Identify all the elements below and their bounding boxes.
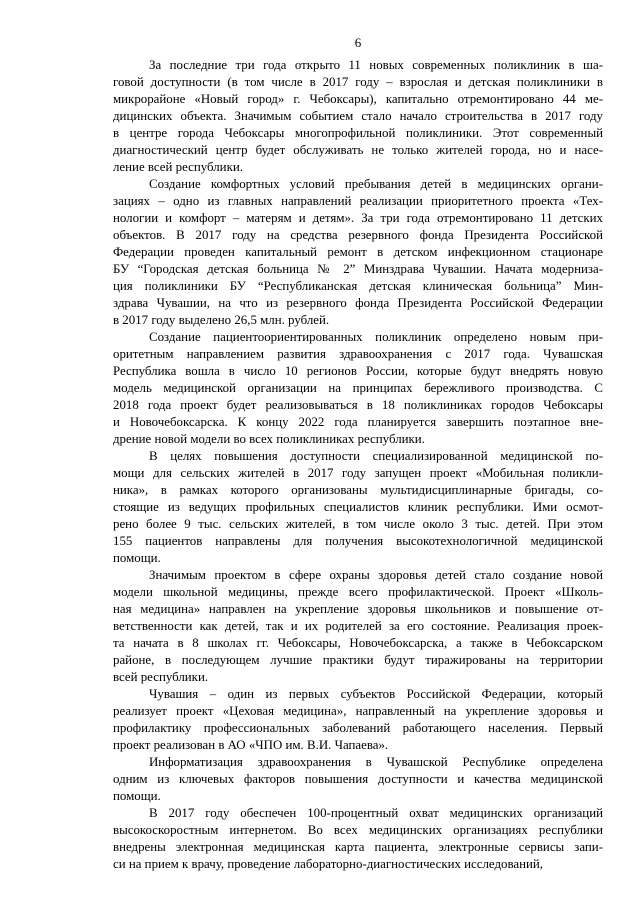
text-line: Создание пациентоориентированных поликлиник определено новым при- [149, 330, 603, 344]
document-body [113, 57, 603, 873]
text-line: зациях – одно из главных направлений реализации приоритетного проекта «Тех- [113, 194, 603, 208]
text-line: районе, в последующем лучшие практики будут тиражированы на территории [113, 653, 603, 667]
paragraph [113, 329, 603, 448]
text-line: 155 пациентов направлены для получения высокотехнологичной медицинской [113, 534, 603, 548]
text-line: модели школьной медицины, прежде всего профилактической. Проект «Школь- [113, 585, 603, 599]
text-line: проект реализован в АО «ЧПО им. В.И. Чапаева». [113, 738, 389, 752]
text-line: си на прием к врачу, проведение лабораторно-диагностических исследований, [113, 857, 544, 871]
paragraph [113, 176, 603, 329]
text-line: Значимым проектом в сфере охраны здоровья детей стало создание новой [149, 568, 603, 582]
text-line: В целях повышения доступности специализированной медицинской по- [149, 449, 603, 463]
text-line: та начата в 8 школах гг. Чебоксары, Новочебоксарска, а также в Чебоксарском [113, 636, 603, 650]
text-line: говой доступности (в том числе в 2017 году – взрослая и детская поликлиники в [113, 75, 603, 89]
text-line: В 2017 году обеспечен 100-процентный охват медицинских организаций [149, 806, 603, 820]
text-line: всей республики. [113, 670, 209, 684]
text-line: высокоскоростным интернетом. Во всех медицинских организациях республики [113, 823, 603, 837]
text-line: внедрены электронная медицинская карта пациента, электронные сервисы запи- [113, 840, 603, 854]
text-line: БУ “Городская детская больница № 2” Минздрава Чувашии. Начата модерниза- [113, 262, 603, 276]
text-line: 2018 года проект будет реализовываться в 18 поликлиниках городов Чебоксары [113, 398, 603, 412]
paragraph [113, 57, 603, 176]
text-line: здрава Чувашии, на что из резервного фонда Президента Российской Федерации [113, 296, 603, 310]
text-line: дицинских объекта. Значимым событием стало начало строительства в 2017 году [113, 109, 603, 123]
text-line: одним из ключевых факторов повышения доступности и качества медицинской [113, 772, 603, 786]
paragraph [113, 448, 603, 567]
text-line: Создание комфортных условий пребывания детей в медицинских органи- [149, 177, 603, 191]
text-line: модель медицинской организации на принципах бережливого производства. С [113, 381, 603, 395]
text-line: ная медицина» направлен на укрепление здоровья школьников и повышение от- [113, 602, 603, 616]
text-line: в 2017 году выделено 26,5 млн. рублей. [113, 313, 330, 327]
text-line: нологии и комфорт – матерям и детям». За три года отремонтировано 11 детских [113, 211, 603, 225]
text-line: За последние три года открыто 11 новых современных поликлиник в ша- [149, 58, 603, 72]
text-line: дрение новой модели во всех поликлиниках республики. [113, 432, 425, 446]
text-line: ника», в рамках которого организованы мультидисциплинарные бригады, со- [113, 483, 603, 497]
text-line: объектов. В 2017 году на средства резервного фонда Президента Российской [113, 228, 603, 242]
text-line: диагностический центр будет обслуживать не только жителей города, но и насе- [113, 143, 603, 157]
text-line: мощи для сельских жителей в 2017 году запущен проект «Мобильная поликли- [113, 466, 603, 480]
text-line: в центре города Чебоксары многопрофильной поликлиники. Этот современный [113, 126, 603, 140]
text-line: Чувашия – один из первых субъектов Российской Федерации, который [149, 687, 603, 701]
text-line: помощи. [113, 789, 161, 803]
text-line: стоящие из ведущих профильных специалистов клиник республики. Ими осмот- [113, 500, 603, 514]
text-line: Федерации проведен капитальный ремонт в детском инфекционном стационаре [113, 245, 603, 259]
text-line: микрорайоне «Новый город» г. Чебоксары), капитально отремонтировано 44 ме- [113, 92, 603, 106]
paragraph [113, 805, 603, 873]
text-line: ция поликлиники БУ “Республиканская детская клиническая больница” Мин- [113, 279, 603, 293]
paragraph [113, 754, 603, 805]
text-line: Информатизация здравоохранения в Чувашской Республике определена [149, 755, 603, 769]
page-number: 6 [354, 35, 362, 50]
text-line: рено более 9 тыс. сельских жителей, в том числе около 3 тыс. детей. При этом [113, 517, 603, 531]
text-line: и Новочебоксарска. К концу 2022 года планируется завершить поэтапное вне- [113, 415, 603, 429]
text-line: ление всей республики. [113, 160, 243, 174]
text-line: ветственности как детей, так и их родителей за его состояние. Реализация проек- [113, 619, 603, 633]
text-line: Республика вошла в число 10 регионов России, которые будут внедрять новую [113, 364, 603, 378]
text-line: реализует проект «Цеховая медицина», направленный на укрепление здоровья и [113, 704, 603, 718]
text-line: оритетным направлением развития здравоохранения с 2017 года. Чувашская [113, 347, 603, 361]
paragraph [113, 567, 603, 686]
text-line: профилактику профессиональных заболеваний работающего населения. Первый [113, 721, 603, 735]
text-line: помощи. [113, 551, 161, 565]
paragraph [113, 686, 603, 754]
